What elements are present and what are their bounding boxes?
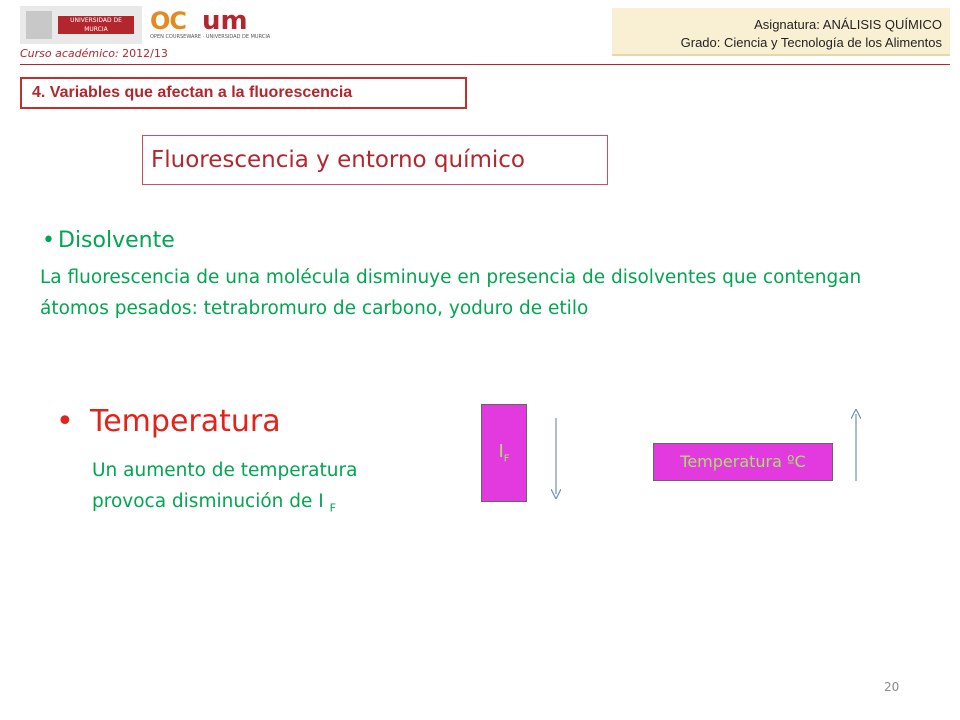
slide-title: Fluorescencia y entorno químico: [142, 135, 608, 185]
section-title: 4. Variables que afectan a la fluorescencia: [20, 77, 467, 109]
logo-ocw-sub: OPEN COURSEWARE · UNIVERSIDAD DE MURCIA: [150, 34, 271, 40]
fluorescence-intensity-box: [481, 404, 527, 502]
bullet-icon: •: [42, 228, 55, 253]
temperatura-line-1: Un aumento de temperatura: [92, 460, 358, 481]
logo-umu-text: UNIVERSIDAD DE MURCIA: [58, 16, 134, 34]
disolvente-heading-text: Disolvente: [58, 228, 175, 253]
logo-ocw-left: OC: [150, 7, 187, 35]
course-info-box: [612, 8, 950, 56]
asignatura-label: Asignatura: ANÁLISIS QUÍMICO: [754, 17, 942, 32]
header-divider: [20, 64, 950, 65]
temperatura-heading-text: Temperatura: [90, 404, 281, 439]
temperatura-heading: [56, 404, 281, 439]
temperature-box: Temperatura ºC: [653, 443, 833, 481]
disolvente-paragraph: La fluorescencia de una molécula disminuye en presencia de disolventes que contengan átomos pesados: tetrabromuro de carbono, yoduro de etilo: [40, 267, 862, 319]
if-sub-text: F: [503, 453, 510, 465]
disolvente-heading: [42, 228, 175, 253]
bullet-icon: •: [56, 404, 74, 439]
curso-label: Curso académico:: [20, 47, 119, 60]
logo-ocw-right: um: [202, 6, 248, 36]
page-number: 20: [884, 680, 900, 694]
universidad-murcia-logo: [20, 6, 142, 44]
temperatura-line-2: [92, 486, 432, 524]
curso-value: 2012/13: [122, 47, 168, 60]
temperatura-line-2-sub: F: [329, 501, 336, 515]
temperatura-paragraph: [92, 455, 432, 524]
university-crest-icon: [26, 11, 52, 39]
ocw-um-logo: [150, 6, 271, 44]
academic-year: [20, 47, 168, 60]
if-main-text: I: [498, 441, 504, 462]
grado-label: Grado: Ciencia y Tecnología de los Alimentos: [680, 35, 942, 50]
temperatura-line-2-text: provoca disminución de I: [92, 491, 324, 512]
